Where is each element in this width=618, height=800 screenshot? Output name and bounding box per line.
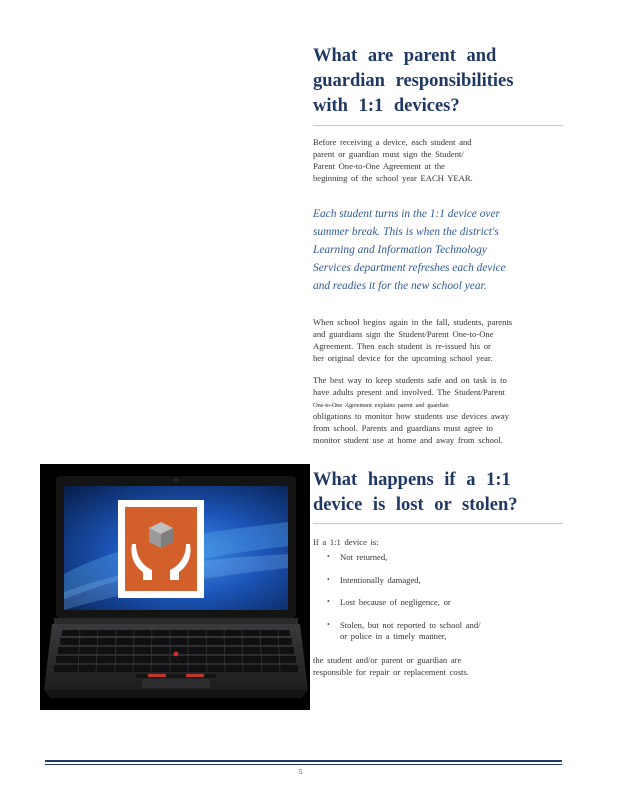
list-item-text: Stolen, but not reported to school and/ xyxy=(340,619,481,630)
text-line: parent or guardian must sign the Student/ xyxy=(313,149,464,159)
laptop-image xyxy=(40,464,310,710)
bullet-icon: • xyxy=(327,574,330,584)
text-line: The best way to keep students safe and on task is to xyxy=(313,375,507,385)
heading-line: with 1:1 devices? xyxy=(313,96,460,116)
footer-rule xyxy=(45,760,562,762)
text-line: have adults present and involved. The Student/Parent xyxy=(313,387,505,397)
heading-divider xyxy=(313,523,563,524)
list-item-text: Lost because of negligence, or xyxy=(340,597,451,607)
page-number: 5 xyxy=(299,768,303,776)
text-line: Learning and Information Technology xyxy=(313,244,487,256)
bullet-icon: • xyxy=(327,597,330,606)
agreement-paragraph xyxy=(313,136,563,184)
heading-line: What happens if a 1:1 xyxy=(313,470,511,490)
list-item-text: Not returned, xyxy=(340,552,388,562)
text-line: and guardians sign the Student/Parent One-to-One xyxy=(313,329,494,339)
text-line: monitor student use at home and away from school. xyxy=(313,435,503,445)
text-line: beginning of the school year EACH YEAR. xyxy=(313,173,473,183)
hands-cube-logo xyxy=(118,500,204,598)
heading-divider xyxy=(313,125,563,126)
lost-stolen-list xyxy=(313,536,563,654)
list-item xyxy=(313,597,563,609)
text-line: When school begins again in the fall, students, parents xyxy=(313,317,513,327)
text-line: Parent One-to-One Agreement at the xyxy=(313,161,445,171)
monitoring-paragraph xyxy=(313,374,553,446)
section-1 xyxy=(313,44,563,119)
text-line: and readies it for the new school year. xyxy=(313,280,487,292)
section-1-heading xyxy=(313,44,563,119)
responsibility-paragraph xyxy=(313,654,563,678)
summer-break-callout xyxy=(313,205,563,295)
text-line: from school. Parents and guardians must agree to xyxy=(313,423,493,433)
bullet-icon: • xyxy=(327,552,330,561)
heading-line: What are parent and xyxy=(313,46,497,66)
text-line: Before receiving a device, each student and xyxy=(313,137,472,147)
text-line: the student and/or parent or guardian are xyxy=(313,655,462,665)
section-2-heading xyxy=(313,468,563,518)
text-line: Services department refreshes each device xyxy=(313,262,506,274)
text-line: summer break. This is when the district's xyxy=(313,226,499,238)
footer-rule xyxy=(45,764,562,765)
list-item xyxy=(313,552,563,564)
list-item-text: or police in a timely manner, xyxy=(340,631,447,641)
bullet-icon: • xyxy=(327,619,330,629)
text-line: Agreement. Then each student is re-issued his or xyxy=(313,341,491,351)
list-item xyxy=(313,575,563,587)
text-line: obligations to monitor how students use devices away xyxy=(313,411,509,421)
heading-line: device is lost or stolen? xyxy=(313,495,518,515)
list-intro: If a 1:1 device is: xyxy=(313,537,379,547)
list-item-text: Intentionally damaged, xyxy=(340,574,421,585)
text-line: responsible for repair or replacement costs. xyxy=(313,667,469,677)
section-2 xyxy=(313,468,563,518)
heading-line: guardian responsibilities xyxy=(313,71,514,91)
list-item xyxy=(313,620,563,643)
text-line: Each student turns in the 1:1 device over xyxy=(313,208,500,220)
text-line: her original device for the upcoming school year. xyxy=(313,353,493,363)
text-line-small: One-to-One Agreement explains parent and guardian xyxy=(313,402,449,409)
fall-reissue-paragraph xyxy=(313,316,553,364)
